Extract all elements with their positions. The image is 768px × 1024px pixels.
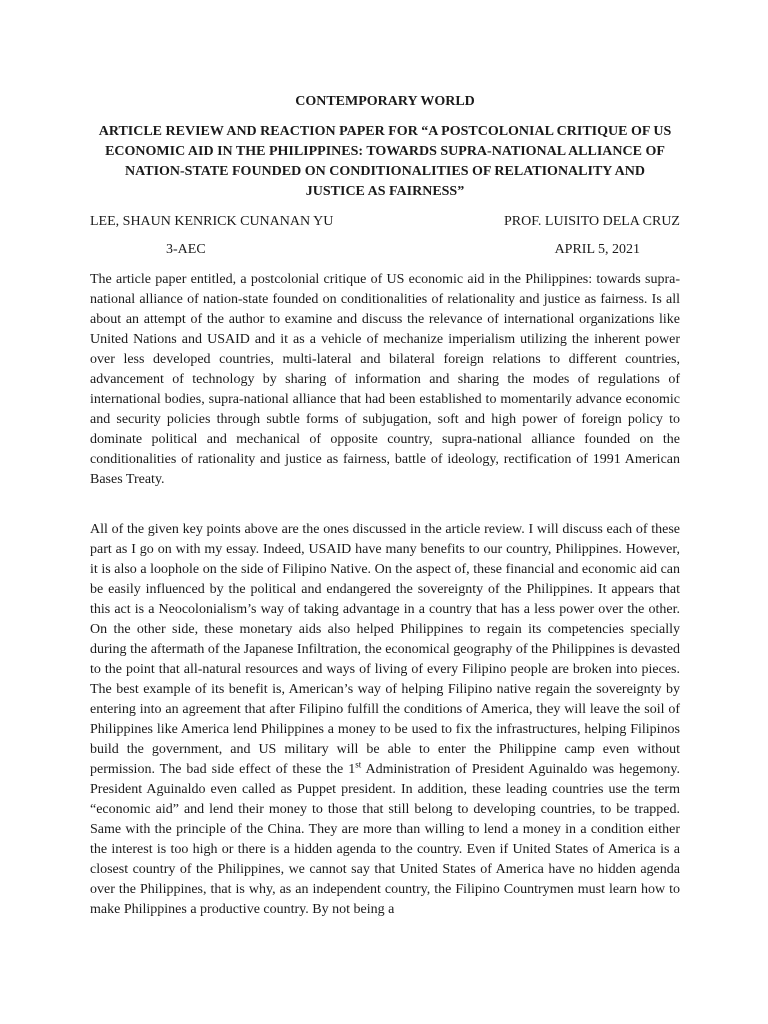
date-label: APRIL 5, 2021 (554, 242, 640, 257)
course-heading: CONTEMPORARY WORLD (295, 94, 475, 109)
author-row (90, 212, 680, 232)
ordinal-suffix: st (355, 759, 362, 770)
body-paragraph-2 (90, 520, 680, 920)
section-label: 3-AEC (166, 242, 206, 257)
body-paragraph-1: The article paper entitled, a postcolonial critique of US economic aid in the Philippines: towards supra-national alliance of nation-state founded on conditionalities of relationality and justice as fairness. Is all about an attempt of the author to examine and discuss the relevance of international organizations like United Nations and USAID and it as a vehicle of mechanize imperialism utilizing the inherent power over less developed countries, multi-lateral and bilateral foreign relations to different countries, advancement of technology by sharing of information and sharing the modes of regulations of international bodies, supra-national alliance that had been established to momentarily advance economic and security policies through subtle forms of subjugation, soft and high power of foreign policy to dominate political and mechanical of opposite country, supra-national alliance founded on the conditionalities of rationality and justice as fairness, battle of ideology, rectification of 1991 American Bases Treaty. (90, 272, 680, 487)
professor-name: PROF. LUISITO DELA CRUZ (504, 214, 680, 229)
paragraph-2-text-b: Administration of President Aguinaldo was hegemony. President Aguinaldo even called as Puppet president. In addition, these leading countries use the term “economic aid” and lend their money to those that still belong to developing countries, to be trapped. Same with the principle of the China. They are more than willing to lend a money in a condition either the interest is too high or there is a hidden agenda to the country. Even if United States of America is a closest country of the Philippines, we cannot say that United States of America have no hidden agenda over the Philippines, that is why, as an independent country, the Filipino Countrymen must learn how to make Philippines a productive country. By not being a (90, 762, 680, 917)
paragraph-2-text-a: All of the given key points above are the ones discussed in the article review. I will discuss each of these part as I go on with my essay. Indeed, USAID have many benefits to our country, Philippines. However, it is also a loophole on the side of Filipino Native. On the aspect of, these financial and economic aid can be easily influenced by the political and endangered the sovereignty of the Philippines. It appears that this act is a Neocolonialism’s way of taking advantage in a country that has a less power over the other. On the other side, these monetary aids also helped Philippines to regain its competencies specially during the aftermath of the Japanese Infiltration, the economical geography of the Philippines is devasted to the point that all-natural resources and ways of living of every Filipino people are broken into pieces. The best example of its benefit is, American’s way of helping Filipino native regain the sovereignty by entering into an agreement that after Filipino fulfill the conditions of America, they will leave the soil of Philippines like America lend Philippines a money to be used to fix the infrastructures, helping Filipinos build the government, and US military will be able to enter the Philippine camp even without permission. The bad side effect of these the 1 (90, 522, 680, 777)
student-name: LEE, SHAUN KENRICK CUNANAN YU (90, 214, 334, 229)
section-date-row (90, 240, 680, 260)
article-title: ARTICLE REVIEW AND REACTION PAPER FOR “A POSTCOLONIAL CRITIQUE OF US ECONOMIC AID IN THE PHILIPPINES: TOWARDS SUPRA-NATIONAL ALLIANCE OF NATION-STATE FOUNDED ON CONDITIONALITIES OF RELATIONALITY AND JUSTICE AS FAIRNESS” (98, 124, 672, 199)
